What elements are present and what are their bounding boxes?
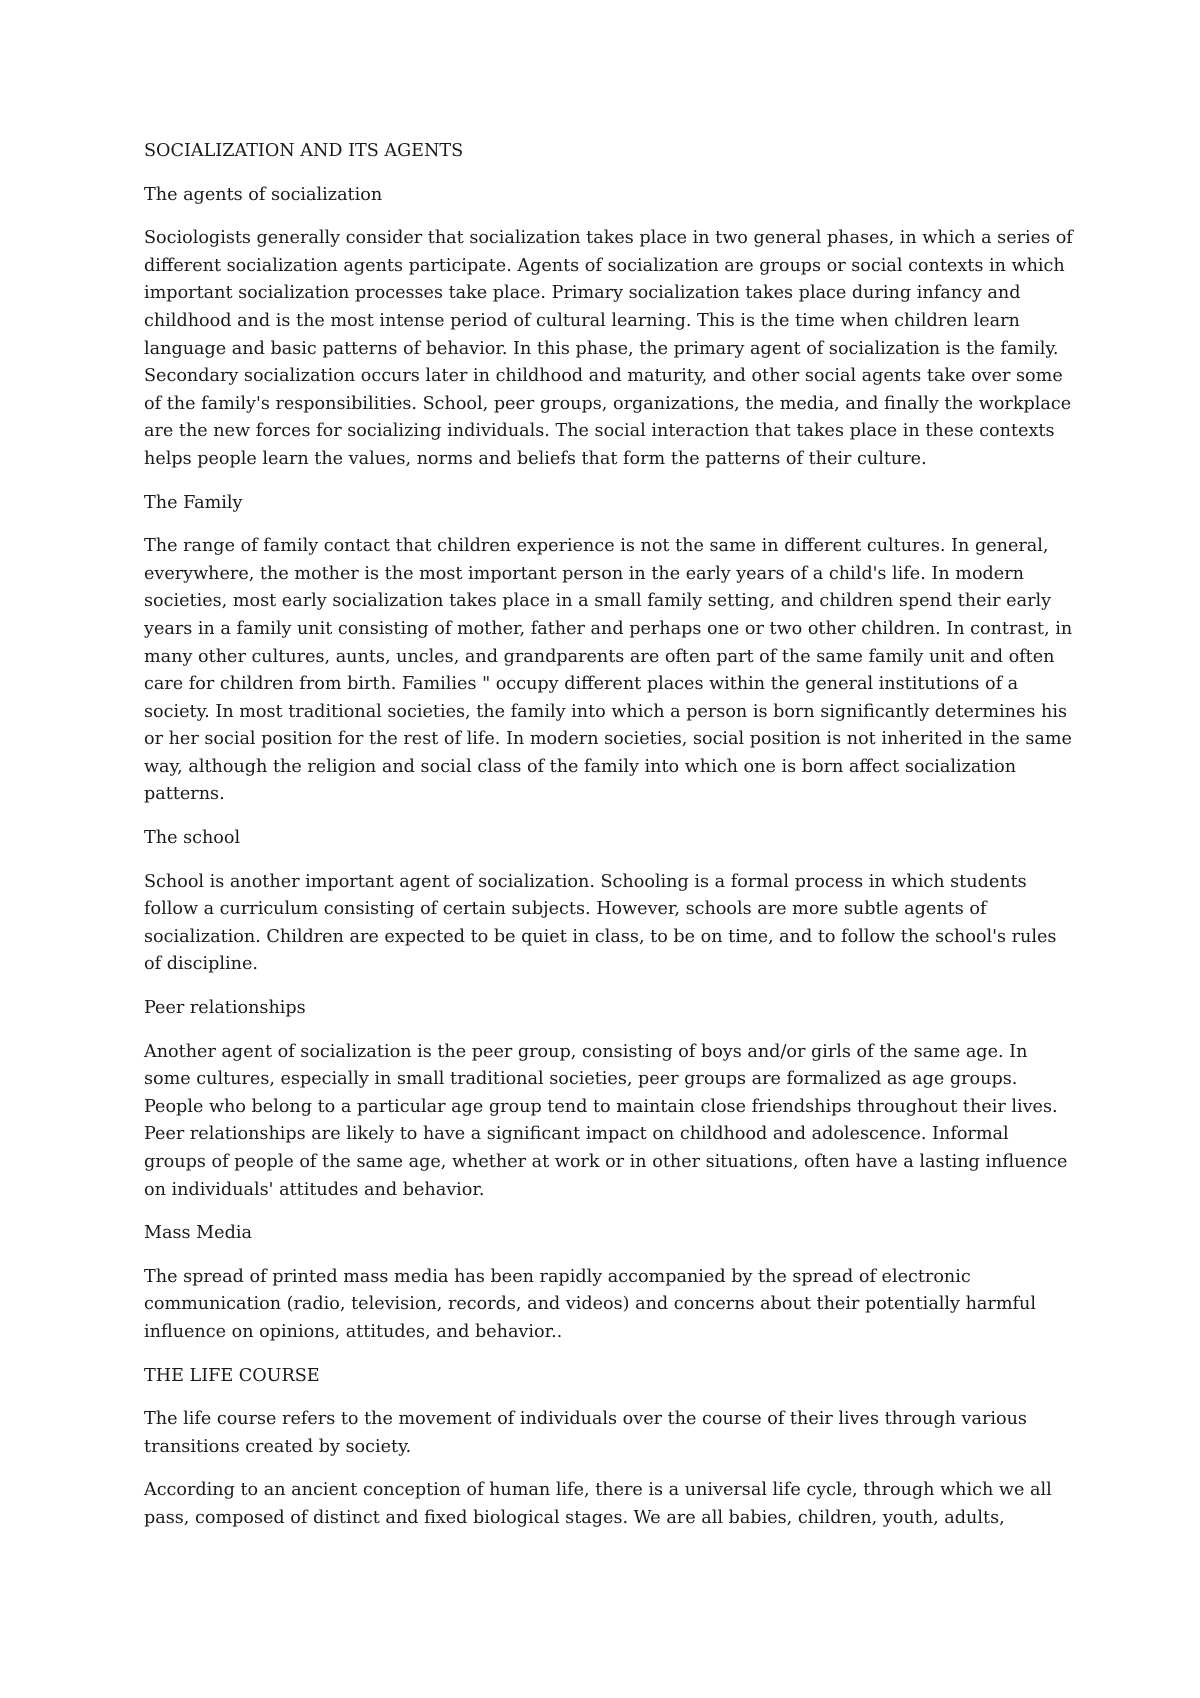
section-heading-agents: The agents of socialization xyxy=(144,184,383,205)
paragraph: The range of family contact that children experience is not the same in different cultures. In general, everywhere, the mother is the most important person in the early years of a child's life. In modern societies, most early socialization takes place in a small family setting, and children spend their early years in a family unit consisting of mother, father and perhaps one or two other children. In contrast, in many other cultures, aunts, uncles, and grandparents are often part of the same family unit and often care for children from birth. Families " occupy different places within the general institutions of a society. In most traditional societies, the family into which a person is born significantly determines his or her social position for the rest of life. In modern societies, social position is not inherited in the same way, although the religion and social class of the family into which one is born affect socialization patterns. xyxy=(144,536,1073,805)
section-heading-peer: Peer relationships xyxy=(144,998,306,1019)
section-heading-life-course: THE LIFE COURSE xyxy=(144,1365,320,1386)
paragraph: Sociologists generally consider that socialization takes place in two general phases, in which a series of different socialization agents participate. Agents of socialization are groups or social contexts in which important socialization processes take place. Primary socialization takes place during infancy and childhood and is the most intense period of cultural learning. This is the time when children learn language and basic patterns of behavior. In this phase, the primary agent of socialization is the family. Secondary socialization occurs later in childhood and maturity, and other social agents take over some of the family's responsibilities. School, peer groups, organizations, the media, and finally the workplace are the new forces for socializing individuals. The social interaction that takes place in these contexts helps people learn the values, norms and beliefs that form the patterns of their culture. xyxy=(144,228,1073,469)
document-title: SOCIALIZATION AND ITS AGENTS xyxy=(144,141,464,161)
section-heading-school: The school xyxy=(144,828,241,849)
section-heading-family: The Family xyxy=(144,492,243,513)
paragraph: School is another important agent of socialization. Schooling is a formal process in which students follow a curriculum consisting of certain subjects. However, schools are more subtle agents of socialization. Children are expected to be quiet in class, to be on time, and to follow the school's rules of discipline. xyxy=(144,871,1057,975)
paragraph: Another agent of socialization is the peer group, consisting of boys and/or girls of the same age. In some cultures, especially in small traditional societies, peer groups are formalized as age groups. People who belong to a particular age group tend to maintain close friendships throughout their lives. Peer relationships are likely to have a significant impact on childhood and adolescence. Informal groups of people of the same age, whether at work or in other situations, often have a lasting influence on individuals' attitudes and behavior. xyxy=(144,1041,1068,1200)
paragraph: The life course refers to the movement of individuals over the course of their lives through various transitions created by society. xyxy=(144,1409,1027,1457)
section-heading-media: Mass Media xyxy=(144,1223,252,1244)
paragraph: The spread of printed mass media has been rapidly accompanied by the spread of electronic communication (radio, television, records, and videos) and concerns about their potentially harmful influence on opinions, attitudes, and behavior.. xyxy=(144,1266,1036,1342)
document-page xyxy=(144,138,1074,1549)
paragraph: According to an ancient conception of human life, there is a universal life cycle, through which we all pass, composed of distinct and fixed biological stages. We are all babies, children, youth, adults, xyxy=(144,1480,1052,1528)
